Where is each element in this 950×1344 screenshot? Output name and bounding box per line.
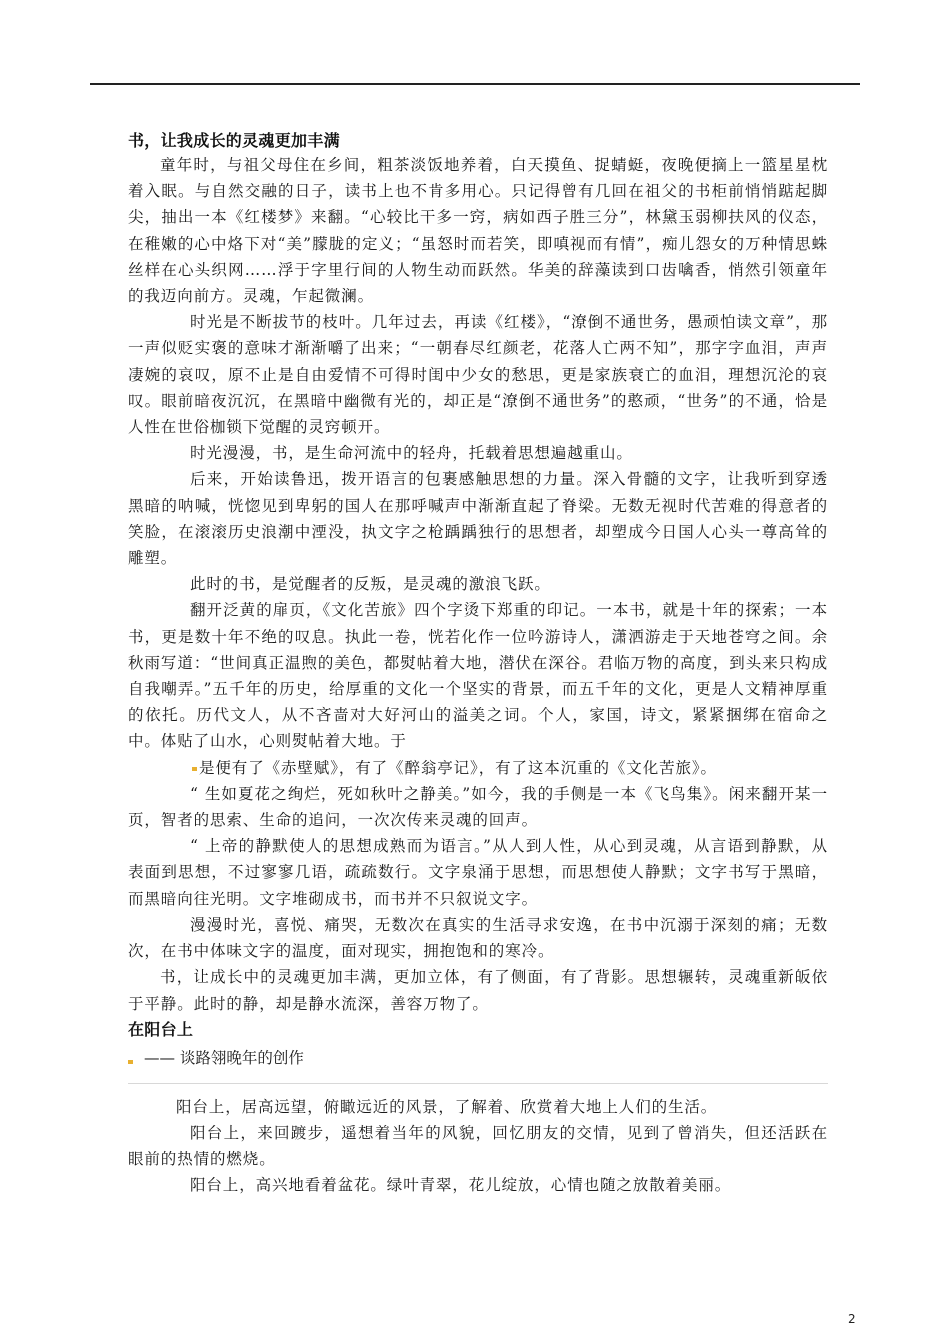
paragraph: “ 上帝的静默使人的思想成熟而为语言。”从人到人性，从心到灵魂，从言语到静默，从表面到思想，不过寥寥几语，疏疏数行。文字泉涌于思想，而思想使人静默；文字书写于黑暗，而黑暗向往光明。文字堆砌成书，而书并不只叙说文字。 bbox=[128, 837, 828, 908]
page-number: 2 bbox=[848, 1312, 856, 1326]
subtitle-text: —— 谈路翎晚年的创作 bbox=[144, 1048, 304, 1067]
paragraph: 阳台上，居高远望，俯瞰远近的风景，了解着、欣赏着大地上人们的生活。 bbox=[176, 1097, 718, 1116]
paragraph: 漫漫时光，喜悦、痛哭，无数次在真实的生活寻求安逸，在书中沉溺于深刻的痛；无数次，在书中体味文字的温度，面对现实，拥抱饱和的寒冷。 bbox=[128, 915, 828, 961]
article-subtitle bbox=[128, 1045, 828, 1071]
paragraph: 翻开泛黄的扉页，《文化苦旅》四个字烫下郑重的印记。一本书，就是十年的探索；一本书，更是数十年不绝的叹息。执此一卷，恍若化作一位吟游诗人，潇洒游走于天地苍穹之间。余秋雨写道：“世间真正温煦的美色，都熨帖着大地，潜伏在深谷。君临万物的高度，到头来只构成自我嘲弄。”五千年的历史，给厚重的文化一个坚实的背景，而五千年的文化，更是人文精神厚重的依托。历代文人，从不吝啬对大好河山的溢美之词。个人，家国，诗文，紧紧捆绑在宿命之中。体贴了山水，心则熨帖着大地。于 bbox=[128, 601, 828, 751]
paragraph: 时光漫漫，书，是生命河流中的轻舟，托载着思想遍越重山。 bbox=[190, 444, 633, 463]
paragraph bbox=[128, 755, 828, 781]
header-rule bbox=[90, 83, 860, 85]
article-title: 在阳台上 bbox=[128, 1019, 194, 1039]
anchor-marker-icon bbox=[128, 1060, 133, 1064]
paragraph: “ 生如夏花之绚烂，死如秋叶之静美。”如今，我的手侧是一本《飞鸟集》。闲来翻开某一页，智者的思索、生命的追问，一次次传来灵魂的回声。 bbox=[128, 784, 828, 830]
paragraph: 阳台上，高兴地看着盆花。绿叶青翠，花儿绽放，心情也随之放散着美丽。 bbox=[190, 1176, 732, 1195]
section-divider bbox=[128, 1083, 828, 1084]
paragraph: 书，让成长中的灵魂更加丰满，更加立体，有了侧面，有了背影。思想辗转，灵魂重新皈依于平静。此时的静，却是静水流深，善容万物了。 bbox=[128, 968, 828, 1013]
page-content bbox=[128, 130, 828, 1199]
paragraph-text: 是便有了《赤壁赋》，有了《醉翁亭记》，有了这本沉重的《文化苦旅》。 bbox=[199, 758, 717, 777]
paragraph: 童年时，与祖父母住在乡间，粗茶淡饭地养着，白天摸鱼、捉蜻蜓，夜晚便摘上一篮星星枕着入眠。与自然交融的日子，读书上也不肯多用心。只记得曾有几回在祖父的书柜前悄悄踮起脚尖，抽出一本《红楼梦》来翻。“心较比干多一窍，病如西子胜三分”，林黛玉弱柳扶风的仪态，在稚嫩的心中烙下对“美”朦胧的定义；“虽怒时而若笑，即嗔视而有情”，痴儿怨女的万种情思蛛丝样在心头织网……浮于字里行间的人物生动而跃然。华美的辞藻读到口齿噙香，悄然引领童年的我迈向前方。灵魂，乍起微澜。 bbox=[128, 156, 828, 306]
article-title: 书，让我成长的灵魂更加丰满 bbox=[128, 131, 340, 150]
anchor-marker-icon bbox=[192, 767, 197, 771]
paragraph: 后来，开始读鲁迅，拨开语言的包裹感触思想的力量。深入骨髓的文字，让我听到穿透黑暗的呐喊，恍惚见到卑躬的国人在那呼喊声中渐渐直起了脊梁。无数无视时代苦难的得意者的笑脸，在滚滚历史浪潮中湮没，执文字之枪踽踽独行的思想者，却塑成今日国人心头一尊高耸的雕塑。 bbox=[128, 470, 828, 568]
paragraph: 阳台上，来回踱步，遥想着当年的风貌，回忆朋友的交情，见到了曾消失，但还活跃在眼前的热情的燃烧。 bbox=[128, 1123, 828, 1169]
paragraph: 此时的书，是觉醒者的反叛，是灵魂的激浪飞跃。 bbox=[190, 575, 551, 594]
paragraph: 时光是不断拔节的枝叶。几年过去，再读《红楼》，“潦倒不通世务，愚顽怕读文章”，那一声似贬实褒的意味才渐渐嚼了出来；“一朝春尽红颜老，花落人亡两不知”，那字字血泪，声声凄婉的哀叹，原不止是自由爱情不可得时闺中少女的愁思，更是家族衰亡的血泪，理想沉沦的哀叹。眼前暗夜沉沉，在黑暗中幽微有光的，却正是“潦倒不通世务”的憨顽，“世务”的不通，恰是人性在世俗枷锁下觉醒的灵窍顿开。 bbox=[128, 313, 828, 437]
